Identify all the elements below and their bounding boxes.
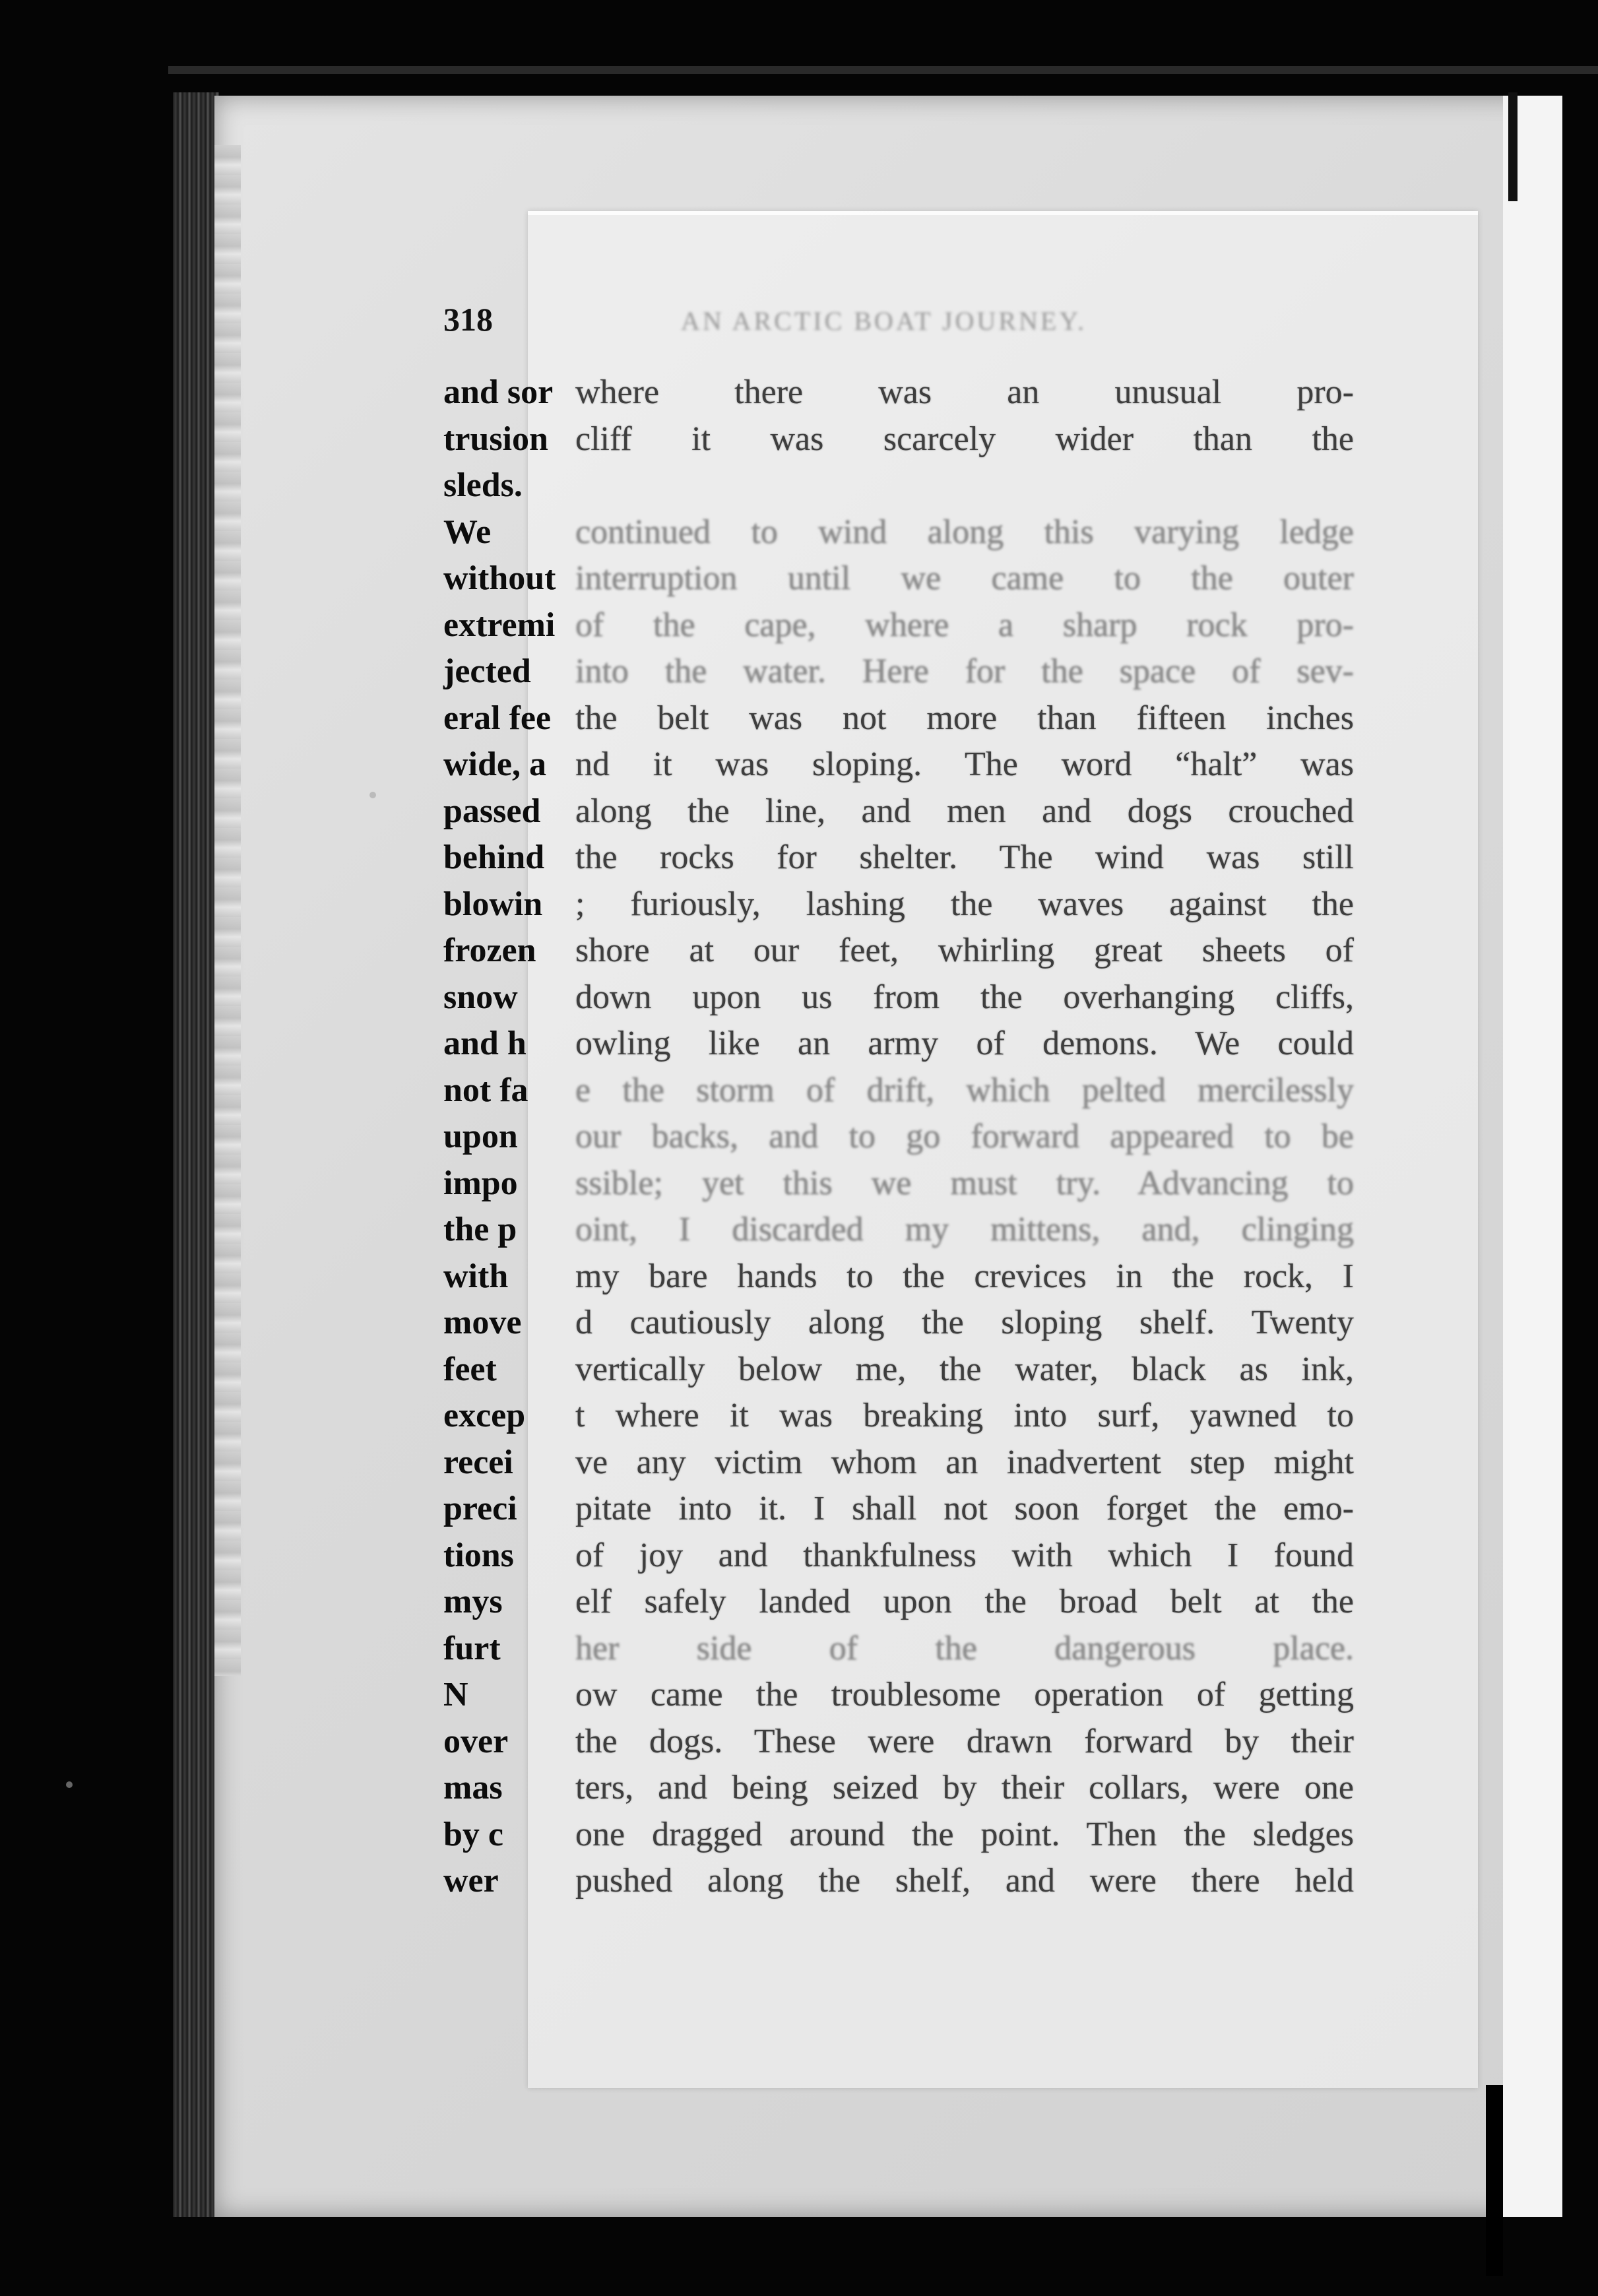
dust-speck bbox=[369, 792, 376, 798]
text-line-left-fragment: behind bbox=[443, 839, 545, 876]
text-line-right-fragment: ve any victim whom an inadvertent step might bbox=[575, 1443, 1354, 1481]
text-line-left-fragment: impo bbox=[443, 1164, 518, 1202]
text-line-right-fragment: cliff it was scarcely wider than the bbox=[575, 420, 1354, 458]
text-line-right-fragment: her side of the dangerous place. bbox=[575, 1629, 1354, 1667]
text-line bbox=[443, 1254, 1360, 1300]
text-line-left-fragment: without bbox=[443, 559, 556, 597]
text-line-right-fragment: along the line, and men and dogs crouched bbox=[575, 792, 1354, 830]
text-line bbox=[443, 835, 1360, 881]
text-line-right-fragment: pitate into it. I shall not soon forget the emo- bbox=[575, 1490, 1354, 1527]
text-line-left-fragment: by c bbox=[443, 1815, 503, 1853]
text-line-right-fragment: one dragged around the point. Then the sledges bbox=[575, 1815, 1354, 1853]
text-line-left-fragment: wide, a bbox=[443, 746, 546, 783]
text-line-right-fragment: pushed along the shelf, and were there held bbox=[575, 1862, 1354, 1899]
page-number: 318 bbox=[443, 301, 493, 338]
text-line-right-fragment: vertically below me, the water, black as ink, bbox=[575, 1350, 1354, 1388]
text-line-left-fragment: preci bbox=[443, 1490, 517, 1527]
text-line-left-fragment: N bbox=[443, 1676, 468, 1713]
text-line-left-fragment: sleds. bbox=[443, 466, 523, 504]
text-line-left-fragment: mys bbox=[443, 1583, 503, 1620]
text-line-right-fragment: ters, and being seized by their collars, were one bbox=[575, 1769, 1354, 1806]
text-line-left-fragment: snow bbox=[443, 978, 518, 1016]
text-line bbox=[443, 1812, 1360, 1859]
text-line bbox=[443, 928, 1360, 974]
text-line-left-fragment: mas bbox=[443, 1769, 503, 1806]
text-line-right-fragment: of the cape, where a sharp rock pro- bbox=[575, 606, 1354, 644]
text-line bbox=[443, 1068, 1360, 1114]
text-line-left-fragment: We bbox=[443, 513, 492, 551]
text-line-right-fragment: ssible; yet this we must try. Advancing to bbox=[575, 1164, 1354, 1202]
overlay-sheet-edge bbox=[528, 211, 1478, 215]
text-line bbox=[443, 1533, 1360, 1579]
text-line-left-fragment: excep bbox=[443, 1397, 526, 1434]
text-line-right-fragment: e the storm of drift, which pelted mercilessly bbox=[575, 1071, 1354, 1109]
text-line-left-fragment: and h bbox=[443, 1025, 527, 1062]
text-line-right-fragment: ow came the troublesome operation of getting bbox=[575, 1676, 1354, 1713]
text-line-right-fragment: nd it was sloping. The word “halt” was bbox=[575, 746, 1354, 783]
text-line-left-fragment: wer bbox=[443, 1862, 499, 1899]
text-line bbox=[443, 1579, 1360, 1626]
text-line-left-fragment: furt bbox=[443, 1629, 501, 1667]
running-head: AN ARCTIC BOAT JOURNEY. bbox=[681, 306, 1087, 336]
text-line-left-fragment: and sor bbox=[443, 373, 554, 411]
text-line bbox=[443, 602, 1360, 649]
text-line bbox=[443, 974, 1360, 1021]
text-line-right-fragment: my bare hands to the crevices in the rock, I bbox=[575, 1257, 1354, 1295]
text-line-right-fragment: the dogs. These were drawn forward by their bbox=[575, 1722, 1354, 1760]
text-line-right-fragment: t where it was breaking into surf, yawned to bbox=[575, 1397, 1354, 1434]
text-line bbox=[443, 649, 1360, 695]
text-line-left-fragment: blowin bbox=[443, 885, 543, 923]
text-line-right-fragment: interruption until we came to the outer bbox=[575, 559, 1354, 597]
text-line bbox=[443, 1300, 1360, 1347]
text-line bbox=[443, 1626, 1360, 1673]
text-line bbox=[443, 788, 1360, 835]
text-line-right-fragment: oint, I discarded my mittens, and, clinging bbox=[575, 1211, 1354, 1248]
text-line-right-fragment: ; furiously, lashing the waves against the bbox=[575, 885, 1354, 923]
text-line bbox=[443, 509, 1360, 556]
text-line-left-fragment: move bbox=[443, 1304, 522, 1341]
text-line-left-fragment: frozen bbox=[443, 932, 536, 969]
text-line bbox=[443, 1207, 1360, 1254]
gutter-shadow-top bbox=[1508, 92, 1518, 201]
text-line-right-fragment: the belt was not more than fifteen inches bbox=[575, 699, 1354, 737]
text-line-left-fragment: with bbox=[443, 1257, 509, 1295]
text-line-left-fragment: over bbox=[443, 1722, 509, 1760]
text-line-right-fragment: where there was an unusual pro- bbox=[575, 373, 1354, 411]
text-line-left-fragment: extremi bbox=[443, 606, 556, 644]
text-line bbox=[443, 369, 1360, 416]
text-line-right-fragment: elf safely landed upon the broad belt at the bbox=[575, 1583, 1354, 1620]
text-line-left-fragment: jected bbox=[443, 653, 531, 690]
text-line bbox=[443, 556, 1360, 602]
text-line bbox=[443, 1858, 1360, 1905]
body-text bbox=[443, 369, 1360, 1905]
text-line-right-fragment: down upon us from the overhanging cliffs, bbox=[575, 978, 1354, 1016]
text-line bbox=[443, 416, 1360, 463]
text-line-right-fragment: owling like an army of demons. We could bbox=[575, 1025, 1354, 1062]
text-line-left-fragment: upon bbox=[443, 1118, 518, 1155]
text-line bbox=[443, 1672, 1360, 1719]
text-line-left-fragment: feet bbox=[443, 1350, 497, 1388]
text-line-left-fragment: not fa bbox=[443, 1071, 528, 1109]
text-line bbox=[443, 1347, 1360, 1393]
torn-page-margin bbox=[214, 145, 241, 1676]
text-line bbox=[443, 1021, 1360, 1068]
text-line bbox=[443, 1393, 1360, 1440]
text-line-right-fragment: d cautiously along the sloping shelf. Twenty bbox=[575, 1304, 1354, 1341]
text-line-right-fragment: into the water. Here for the space of sev- bbox=[575, 653, 1354, 690]
text-line bbox=[443, 1440, 1360, 1486]
text-line-left-fragment: eral fee bbox=[443, 699, 552, 737]
text-line-left-fragment: recei bbox=[443, 1443, 513, 1481]
text-line bbox=[443, 695, 1360, 742]
text-line-left-fragment: the p bbox=[443, 1211, 517, 1248]
text-line-right-fragment: our backs, and to go forward appeared to be bbox=[575, 1118, 1354, 1155]
text-line-left-fragment: passed bbox=[443, 792, 541, 830]
book-page-edges bbox=[173, 92, 219, 2217]
text-line bbox=[443, 1765, 1360, 1812]
text-line-right-fragment: shore at our feet, whirling great sheets of bbox=[575, 932, 1354, 969]
text-line bbox=[443, 462, 1360, 509]
text-line bbox=[443, 1486, 1360, 1533]
text-line bbox=[443, 1719, 1360, 1766]
facing-page-strip bbox=[1503, 96, 1562, 2217]
text-line-right-fragment: continued to wind along this varying ledge bbox=[575, 513, 1354, 551]
text-line-left-fragment: trusion bbox=[443, 420, 548, 458]
page-header bbox=[443, 300, 1354, 340]
text-line bbox=[443, 742, 1360, 788]
text-line-right-fragment: the rocks for shelter. The wind was still bbox=[575, 839, 1354, 876]
scan-top-edge bbox=[168, 66, 1598, 74]
text-line-left-fragment: tions bbox=[443, 1536, 514, 1574]
gutter-shadow-bottom bbox=[1486, 2085, 1503, 2276]
text-line bbox=[443, 1114, 1360, 1161]
text-line-right-fragment: of joy and thankfulness with which I found bbox=[575, 1536, 1354, 1574]
text-line bbox=[443, 1161, 1360, 1207]
dust-speck bbox=[66, 1781, 73, 1788]
text-line bbox=[443, 881, 1360, 928]
